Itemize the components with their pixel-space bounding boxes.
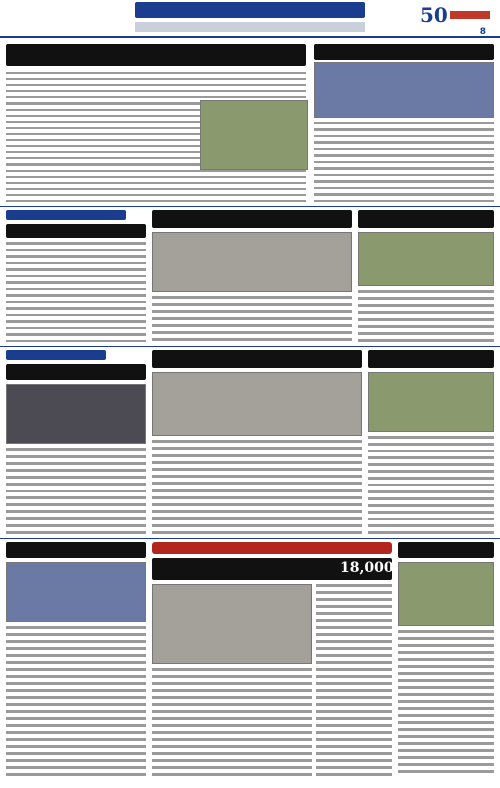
story-body: [6, 448, 146, 534]
center-headline: [152, 350, 362, 368]
right2-photo: [358, 232, 494, 286]
right2-headline: [358, 210, 494, 228]
story-headline: [6, 224, 146, 238]
story-photo: [6, 562, 146, 622]
right3-photo: [368, 372, 494, 432]
right4-photo: [398, 562, 494, 626]
right-story-body: [314, 122, 494, 202]
newspaper-name-logo: [450, 11, 490, 19]
bottom-story-body: [316, 584, 392, 782]
section-label: [6, 350, 106, 360]
story-body: [6, 242, 146, 342]
right-story-photo: [314, 62, 494, 118]
page-section-title: [135, 2, 365, 18]
right4-story-body: [398, 630, 494, 782]
banner-strip: [152, 542, 392, 554]
right3-story-body: [368, 436, 494, 534]
lead-story-photo: [200, 100, 308, 170]
lead-headline: [6, 44, 306, 66]
section-divider: [0, 538, 500, 539]
section-divider: [0, 206, 500, 207]
story-body: [6, 626, 146, 782]
masthead-dateline: [135, 22, 365, 32]
right-headline: [314, 44, 494, 60]
center-headline: [152, 210, 352, 228]
page-number: 8: [479, 27, 486, 37]
section-divider: [0, 346, 500, 347]
right4-headline: [398, 542, 494, 558]
stage-photo: [6, 384, 146, 444]
bottom-story-body-2: [152, 668, 312, 782]
story-headline: [6, 364, 146, 380]
section-label: [6, 210, 126, 220]
bottom-main-photo: [152, 584, 312, 664]
right2-story-body: [358, 290, 494, 342]
center-story-body: [152, 440, 362, 534]
story-headline: [6, 542, 146, 558]
newspaper-logo: [420, 3, 490, 37]
center-photo: [152, 232, 352, 292]
anniversary-number: 50: [420, 3, 448, 27]
center-photo: [152, 372, 362, 436]
center-story-body: [152, 296, 352, 342]
right3-headline: [368, 350, 494, 368]
headline-number: 18,000: [340, 560, 394, 576]
